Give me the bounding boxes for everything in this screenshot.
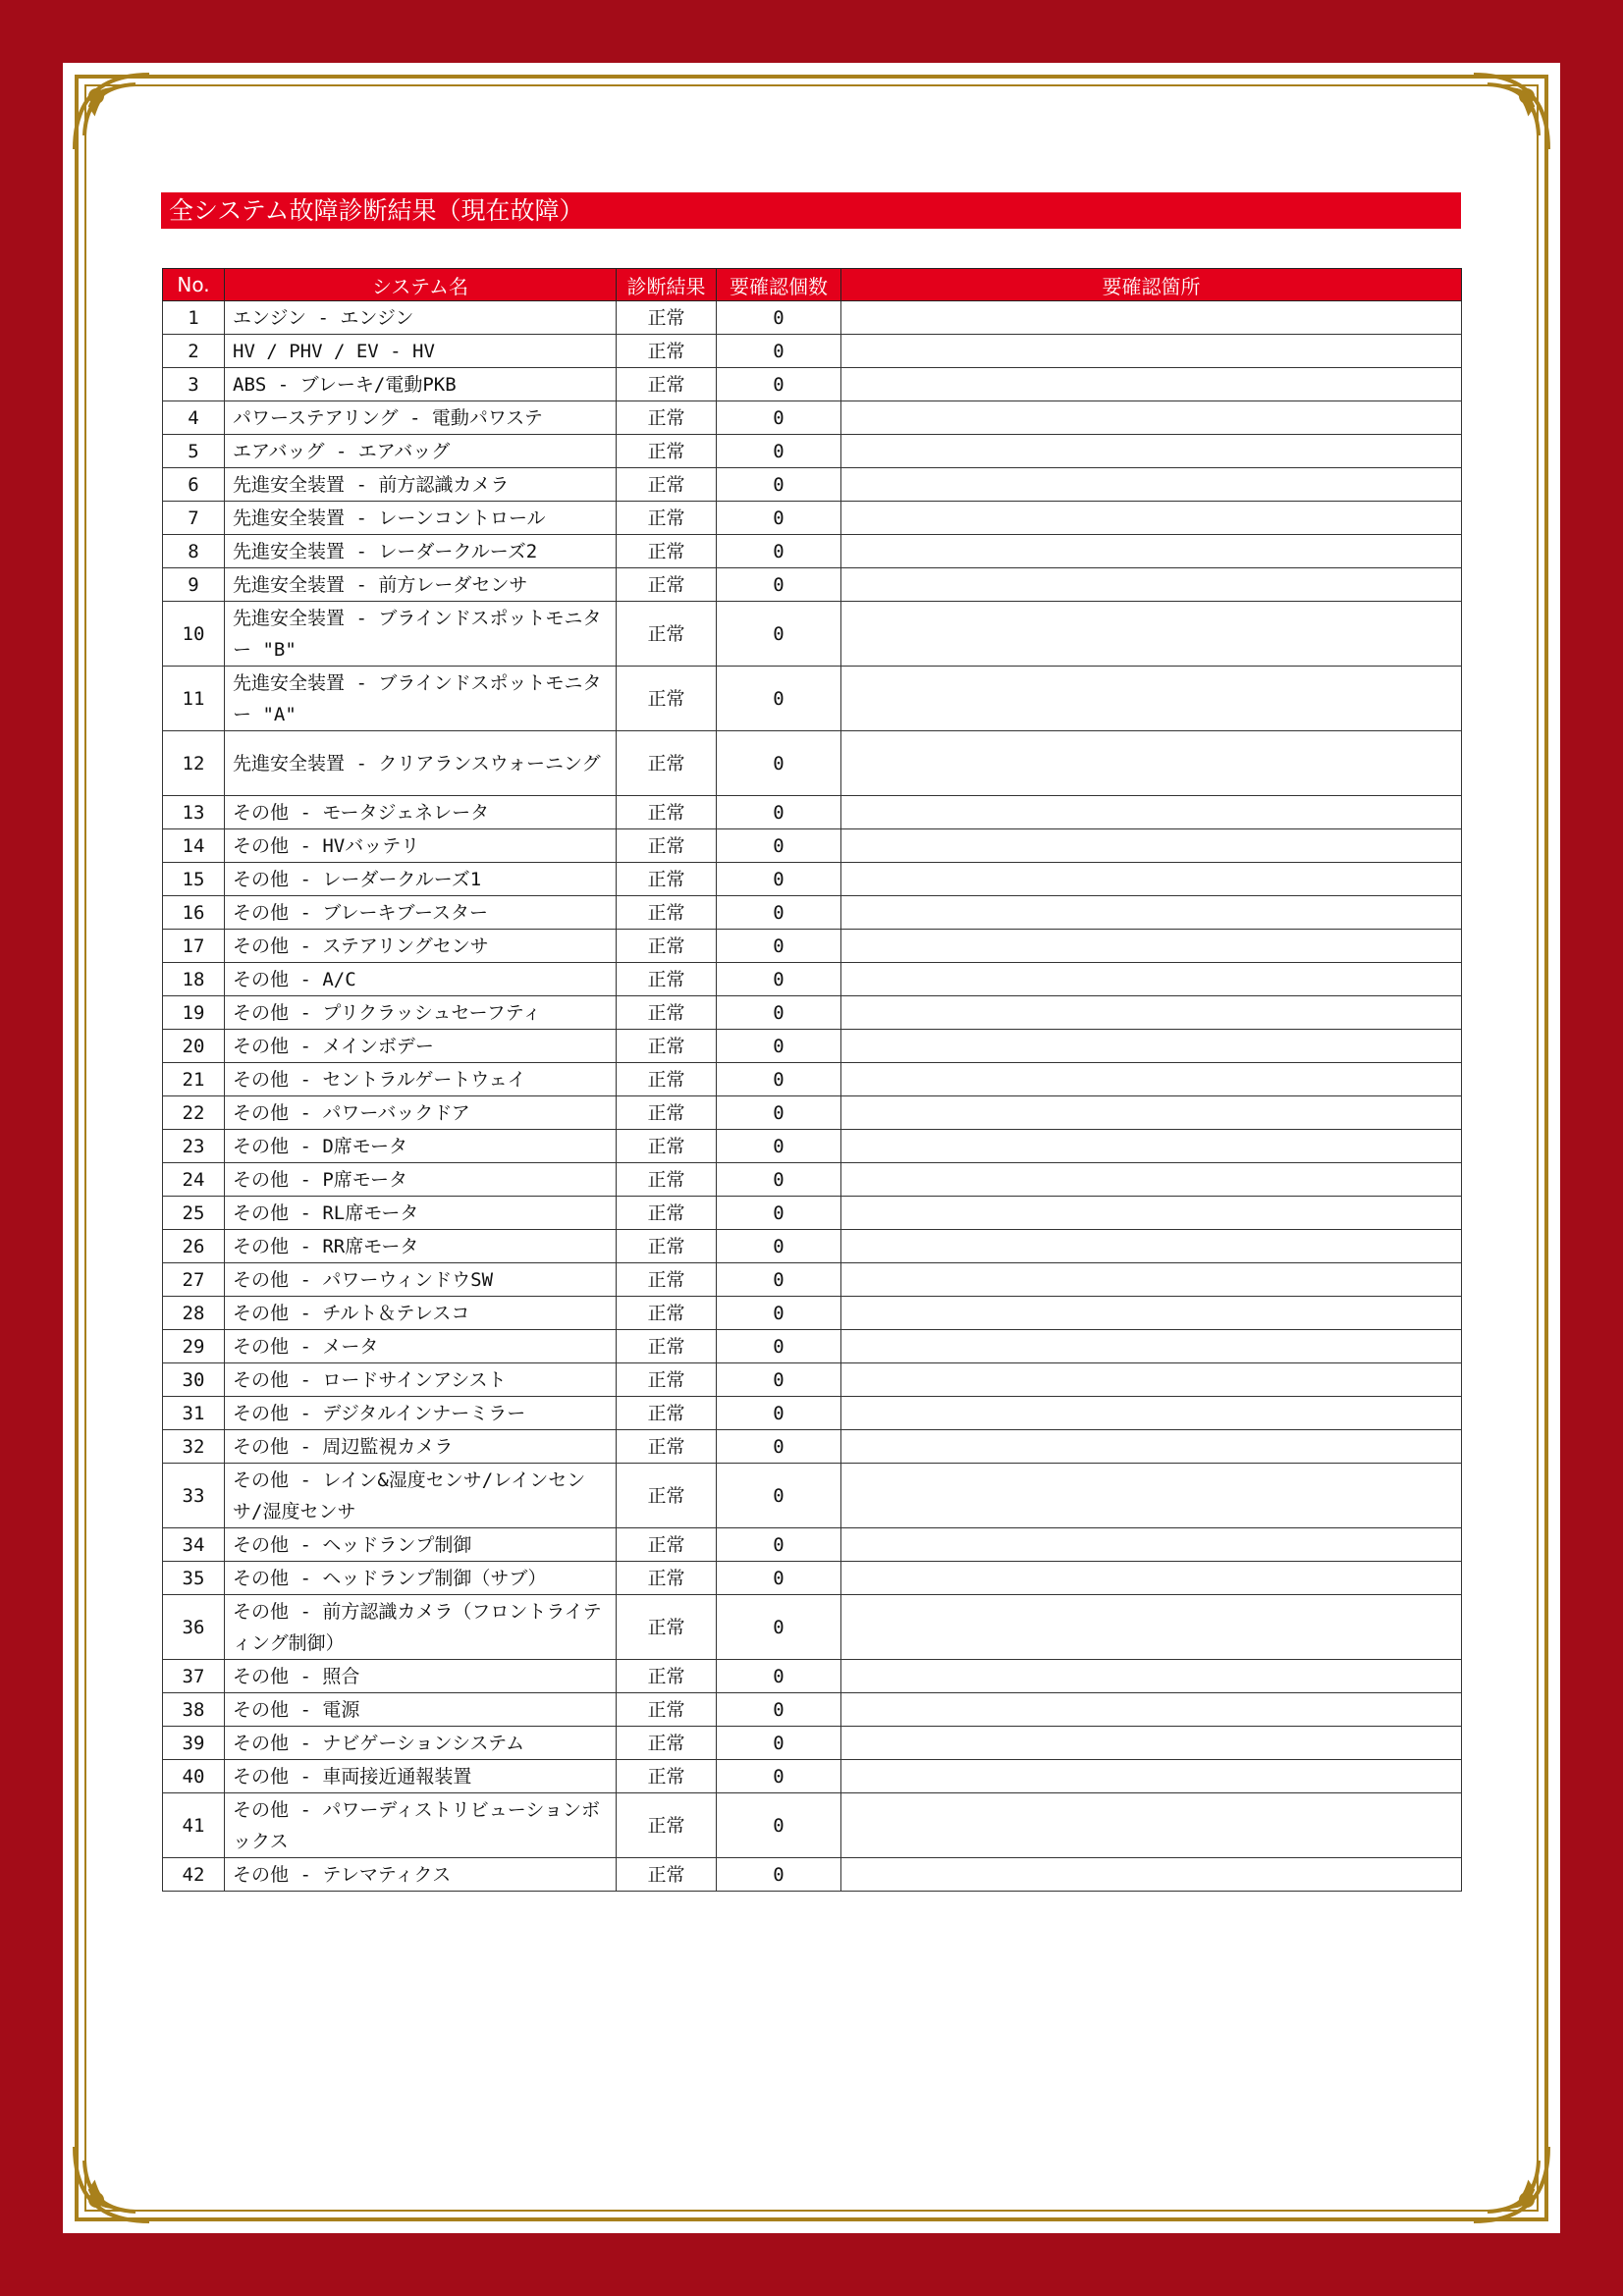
location-cell — [841, 568, 1462, 602]
table-row — [163, 535, 1462, 568]
result-cell: 正常 — [617, 1464, 717, 1528]
row-number: 42 — [163, 1858, 225, 1892]
count-cell: 0 — [717, 1063, 841, 1096]
location-cell — [841, 1363, 1462, 1397]
row-number: 8 — [163, 535, 225, 568]
system-name-cell: その他 - ヘッドランプ制御 — [225, 1528, 617, 1562]
result-cell: 正常 — [617, 1063, 717, 1096]
table-row — [163, 1430, 1462, 1464]
count-cell: 0 — [717, 1660, 841, 1693]
count-cell: 0 — [717, 896, 841, 930]
system-name-cell: その他 - 照合 — [225, 1660, 617, 1693]
table-row — [163, 1727, 1462, 1760]
location-cell — [841, 930, 1462, 963]
column-header-location: 要確認箇所 — [841, 269, 1462, 301]
count-cell: 0 — [717, 1263, 841, 1297]
column-header-count: 要確認個数 — [717, 269, 841, 301]
table-body — [163, 301, 1462, 1892]
location-cell — [841, 731, 1462, 796]
table-row — [163, 602, 1462, 667]
result-cell: 正常 — [617, 829, 717, 863]
table-row — [163, 502, 1462, 535]
count-cell: 0 — [717, 930, 841, 963]
system-name-cell: 先進安全装置 - ブラインドスポットモニター "B" — [225, 602, 617, 667]
row-number: 33 — [163, 1464, 225, 1528]
system-name-cell: その他 - 電源 — [225, 1693, 617, 1727]
system-name-cell: 先進安全装置 - 前方認識カメラ — [225, 468, 617, 502]
system-name-cell: その他 - RR席モータ — [225, 1230, 617, 1263]
result-cell: 正常 — [617, 963, 717, 996]
result-cell: 正常 — [617, 1595, 717, 1660]
location-cell — [841, 1197, 1462, 1230]
row-number: 16 — [163, 896, 225, 930]
column-header-system-name: システム名 — [225, 269, 617, 301]
row-number: 12 — [163, 731, 225, 796]
location-cell — [841, 1330, 1462, 1363]
count-cell: 0 — [717, 863, 841, 896]
location-cell — [841, 667, 1462, 731]
table-row — [163, 1760, 1462, 1793]
row-number: 3 — [163, 368, 225, 401]
table-row — [163, 1464, 1462, 1528]
result-cell: 正常 — [617, 1363, 717, 1397]
table-row — [163, 1197, 1462, 1230]
table-row — [163, 731, 1462, 796]
count-cell: 0 — [717, 1330, 841, 1363]
result-cell: 正常 — [617, 1030, 717, 1063]
row-number: 4 — [163, 401, 225, 435]
table-row — [163, 1660, 1462, 1693]
row-number: 22 — [163, 1096, 225, 1130]
table-row — [163, 896, 1462, 930]
count-cell: 0 — [717, 1693, 841, 1727]
result-cell: 正常 — [617, 1197, 717, 1230]
result-cell: 正常 — [617, 401, 717, 435]
system-name-cell: 先進安全装置 - レーンコントロール — [225, 502, 617, 535]
result-cell: 正常 — [617, 1297, 717, 1330]
row-number: 36 — [163, 1595, 225, 1660]
result-cell: 正常 — [617, 1693, 717, 1727]
row-number: 20 — [163, 1030, 225, 1063]
system-name-cell: その他 - テレマティクス — [225, 1858, 617, 1892]
system-name-cell: その他 - パワーウィンドウSW — [225, 1263, 617, 1297]
result-cell: 正常 — [617, 896, 717, 930]
table-row — [163, 829, 1462, 863]
system-name-cell: その他 - メータ — [225, 1330, 617, 1363]
count-cell: 0 — [717, 435, 841, 468]
system-name-cell: その他 - 車両接近通報装置 — [225, 1760, 617, 1793]
count-cell: 0 — [717, 1464, 841, 1528]
table-row — [163, 335, 1462, 368]
location-cell — [841, 1595, 1462, 1660]
count-cell: 0 — [717, 301, 841, 335]
system-name-cell: エアバッグ - エアバッグ — [225, 435, 617, 468]
table-row — [163, 1363, 1462, 1397]
result-cell: 正常 — [617, 502, 717, 535]
count-cell: 0 — [717, 468, 841, 502]
table-header-row — [163, 269, 1462, 301]
table-row — [163, 1263, 1462, 1297]
location-cell — [841, 1660, 1462, 1693]
system-name-cell: 先進安全装置 - ブラインドスポットモニター "A" — [225, 667, 617, 731]
location-cell — [841, 1263, 1462, 1297]
location-cell — [841, 1096, 1462, 1130]
count-cell: 0 — [717, 1727, 841, 1760]
location-cell — [841, 1760, 1462, 1793]
location-cell — [841, 996, 1462, 1030]
table-row — [163, 1297, 1462, 1330]
location-cell — [841, 796, 1462, 829]
location-cell — [841, 1793, 1462, 1858]
result-cell: 正常 — [617, 1163, 717, 1197]
location-cell — [841, 1397, 1462, 1430]
count-cell: 0 — [717, 731, 841, 796]
location-cell — [841, 1464, 1462, 1528]
row-number: 14 — [163, 829, 225, 863]
result-cell: 正常 — [617, 1858, 717, 1892]
system-name-cell: その他 - プリクラッシュセーフティ — [225, 996, 617, 1030]
page-title: 全システム故障診断結果（現在故障） — [161, 192, 1461, 229]
row-number: 9 — [163, 568, 225, 602]
count-cell: 0 — [717, 796, 841, 829]
result-cell: 正常 — [617, 667, 717, 731]
location-cell — [841, 896, 1462, 930]
table-row — [163, 435, 1462, 468]
count-cell: 0 — [717, 1363, 841, 1397]
count-cell: 0 — [717, 1793, 841, 1858]
system-name-cell: その他 - ステアリングセンサ — [225, 930, 617, 963]
result-cell: 正常 — [617, 1528, 717, 1562]
row-number: 27 — [163, 1263, 225, 1297]
location-cell — [841, 1693, 1462, 1727]
table-row — [163, 996, 1462, 1030]
system-name-cell: その他 - パワーバックドア — [225, 1096, 617, 1130]
location-cell — [841, 1030, 1462, 1063]
row-number: 18 — [163, 963, 225, 996]
system-name-cell: その他 - ロードサインアシスト — [225, 1363, 617, 1397]
table-row — [163, 401, 1462, 435]
location-cell — [841, 1727, 1462, 1760]
table-row — [163, 368, 1462, 401]
table-row — [163, 1595, 1462, 1660]
location-cell — [841, 863, 1462, 896]
location-cell — [841, 368, 1462, 401]
system-name-cell: その他 - D席モータ — [225, 1130, 617, 1163]
table-row — [163, 1030, 1462, 1063]
result-cell: 正常 — [617, 1397, 717, 1430]
corner-ornament-icon — [67, 67, 157, 157]
count-cell: 0 — [717, 1562, 841, 1595]
count-cell: 0 — [717, 1430, 841, 1464]
count-cell: 0 — [717, 1297, 841, 1330]
row-number: 34 — [163, 1528, 225, 1562]
corner-ornament-icon — [1466, 2139, 1556, 2229]
result-cell: 正常 — [617, 1562, 717, 1595]
row-number: 19 — [163, 996, 225, 1030]
result-cell: 正常 — [617, 1096, 717, 1130]
row-number: 26 — [163, 1230, 225, 1263]
result-cell: 正常 — [617, 1330, 717, 1363]
table-row — [163, 1230, 1462, 1263]
table-row — [163, 1063, 1462, 1096]
table-row — [163, 796, 1462, 829]
location-cell — [841, 1430, 1462, 1464]
result-cell: 正常 — [617, 1230, 717, 1263]
row-number: 35 — [163, 1562, 225, 1595]
row-number: 11 — [163, 667, 225, 731]
system-name-cell: 先進安全装置 - クリアランスウォーニング — [225, 731, 617, 796]
system-name-cell: その他 - デジタルインナーミラー — [225, 1397, 617, 1430]
location-cell — [841, 468, 1462, 502]
system-name-cell: その他 - ブレーキブースター — [225, 896, 617, 930]
count-cell: 0 — [717, 568, 841, 602]
count-cell: 0 — [717, 1858, 841, 1892]
result-cell: 正常 — [617, 301, 717, 335]
row-number: 24 — [163, 1163, 225, 1197]
system-name-cell: ABS - ブレーキ/電動PKB — [225, 368, 617, 401]
row-number: 32 — [163, 1430, 225, 1464]
table-row — [163, 1562, 1462, 1595]
row-number: 28 — [163, 1297, 225, 1330]
location-cell — [841, 1297, 1462, 1330]
system-name-cell: その他 - パワーディストリビューションボックス — [225, 1793, 617, 1858]
row-number: 15 — [163, 863, 225, 896]
row-number: 23 — [163, 1130, 225, 1163]
count-cell: 0 — [717, 1230, 841, 1263]
system-name-cell: その他 - レイン&湿度センサ/レインセンサ/湿度センサ — [225, 1464, 617, 1528]
result-cell: 正常 — [617, 1660, 717, 1693]
system-name-cell: その他 - A/C — [225, 963, 617, 996]
row-number: 21 — [163, 1063, 225, 1096]
system-name-cell: パワーステアリング - 電動パワステ — [225, 401, 617, 435]
system-name-cell: その他 - 前方認識カメラ（フロントライティング制御） — [225, 1595, 617, 1660]
system-name-cell: その他 - RL席モータ — [225, 1197, 617, 1230]
location-cell — [841, 602, 1462, 667]
system-name-cell: その他 - ナビゲーションシステム — [225, 1727, 617, 1760]
result-cell: 正常 — [617, 796, 717, 829]
location-cell — [841, 401, 1462, 435]
count-cell: 0 — [717, 368, 841, 401]
system-name-cell: その他 - 周辺監視カメラ — [225, 1430, 617, 1464]
count-cell: 0 — [717, 1595, 841, 1660]
result-cell: 正常 — [617, 435, 717, 468]
count-cell: 0 — [717, 996, 841, 1030]
table-row — [163, 1096, 1462, 1130]
count-cell: 0 — [717, 602, 841, 667]
result-cell: 正常 — [617, 863, 717, 896]
count-cell: 0 — [717, 1397, 841, 1430]
result-cell: 正常 — [617, 1430, 717, 1464]
result-cell: 正常 — [617, 1130, 717, 1163]
result-cell: 正常 — [617, 468, 717, 502]
row-number: 39 — [163, 1727, 225, 1760]
row-number: 6 — [163, 468, 225, 502]
count-cell: 0 — [717, 1163, 841, 1197]
location-cell — [841, 1858, 1462, 1892]
row-number: 29 — [163, 1330, 225, 1363]
location-cell — [841, 1163, 1462, 1197]
row-number: 25 — [163, 1197, 225, 1230]
result-cell: 正常 — [617, 335, 717, 368]
table-row — [163, 667, 1462, 731]
location-cell — [841, 435, 1462, 468]
location-cell — [841, 829, 1462, 863]
result-cell: 正常 — [617, 568, 717, 602]
row-number: 17 — [163, 930, 225, 963]
location-cell — [841, 1562, 1462, 1595]
table-row — [163, 863, 1462, 896]
location-cell — [841, 1130, 1462, 1163]
row-number: 10 — [163, 602, 225, 667]
system-name-cell: その他 - チルト＆テレスコ — [225, 1297, 617, 1330]
count-cell: 0 — [717, 829, 841, 863]
system-name-cell: その他 - レーダークルーズ1 — [225, 863, 617, 896]
location-cell — [841, 301, 1462, 335]
table-row — [163, 1693, 1462, 1727]
count-cell: 0 — [717, 1096, 841, 1130]
count-cell: 0 — [717, 401, 841, 435]
table-row — [163, 1397, 1462, 1430]
column-header-result: 診断結果 — [617, 269, 717, 301]
location-cell — [841, 535, 1462, 568]
result-cell: 正常 — [617, 368, 717, 401]
system-name-cell: HV / PHV / EV - HV — [225, 335, 617, 368]
result-cell: 正常 — [617, 1727, 717, 1760]
row-number: 38 — [163, 1693, 225, 1727]
corner-ornament-icon — [67, 2139, 157, 2229]
system-name-cell: エンジン - エンジン — [225, 301, 617, 335]
table-row — [163, 963, 1462, 996]
location-cell — [841, 1230, 1462, 1263]
count-cell: 0 — [717, 535, 841, 568]
row-number: 37 — [163, 1660, 225, 1693]
count-cell: 0 — [717, 1760, 841, 1793]
diagnosis-table — [162, 268, 1462, 1892]
table-row — [163, 301, 1462, 335]
count-cell: 0 — [717, 1130, 841, 1163]
row-number: 5 — [163, 435, 225, 468]
system-name-cell: その他 - P席モータ — [225, 1163, 617, 1197]
system-name-cell: その他 - HVバッテリ — [225, 829, 617, 863]
system-name-cell: その他 - モータジェネレータ — [225, 796, 617, 829]
result-cell: 正常 — [617, 535, 717, 568]
table-row — [163, 1793, 1462, 1858]
count-cell: 0 — [717, 1030, 841, 1063]
table-row — [163, 468, 1462, 502]
system-name-cell: 先進安全装置 - 前方レーダセンサ — [225, 568, 617, 602]
location-cell — [841, 963, 1462, 996]
count-cell: 0 — [717, 1197, 841, 1230]
result-cell: 正常 — [617, 1263, 717, 1297]
table-row — [163, 1163, 1462, 1197]
table-row — [163, 1330, 1462, 1363]
system-name-cell: その他 - セントラルゲートウェイ — [225, 1063, 617, 1096]
result-cell: 正常 — [617, 731, 717, 796]
system-name-cell: 先進安全装置 - レーダークルーズ2 — [225, 535, 617, 568]
table-row — [163, 568, 1462, 602]
location-cell — [841, 502, 1462, 535]
column-header-no: No. — [163, 269, 225, 301]
corner-ornament-icon — [1466, 67, 1556, 157]
location-cell — [841, 335, 1462, 368]
count-cell: 0 — [717, 963, 841, 996]
row-number: 31 — [163, 1397, 225, 1430]
count-cell: 0 — [717, 502, 841, 535]
row-number: 40 — [163, 1760, 225, 1793]
result-cell: 正常 — [617, 996, 717, 1030]
count-cell: 0 — [717, 335, 841, 368]
location-cell — [841, 1528, 1462, 1562]
count-cell: 0 — [717, 667, 841, 731]
count-cell: 0 — [717, 1528, 841, 1562]
system-name-cell: その他 - ヘッドランプ制御（サブ） — [225, 1562, 617, 1595]
result-cell: 正常 — [617, 1760, 717, 1793]
system-name-cell: その他 - メインボデー — [225, 1030, 617, 1063]
row-number: 30 — [163, 1363, 225, 1397]
row-number: 13 — [163, 796, 225, 829]
result-cell: 正常 — [617, 1793, 717, 1858]
row-number: 1 — [163, 301, 225, 335]
location-cell — [841, 1063, 1462, 1096]
table-row — [163, 1130, 1462, 1163]
row-number: 2 — [163, 335, 225, 368]
result-cell: 正常 — [617, 602, 717, 667]
result-cell: 正常 — [617, 930, 717, 963]
row-number: 7 — [163, 502, 225, 535]
table-row — [163, 1858, 1462, 1892]
row-number: 41 — [163, 1793, 225, 1858]
table-row — [163, 930, 1462, 963]
table-row — [163, 1528, 1462, 1562]
